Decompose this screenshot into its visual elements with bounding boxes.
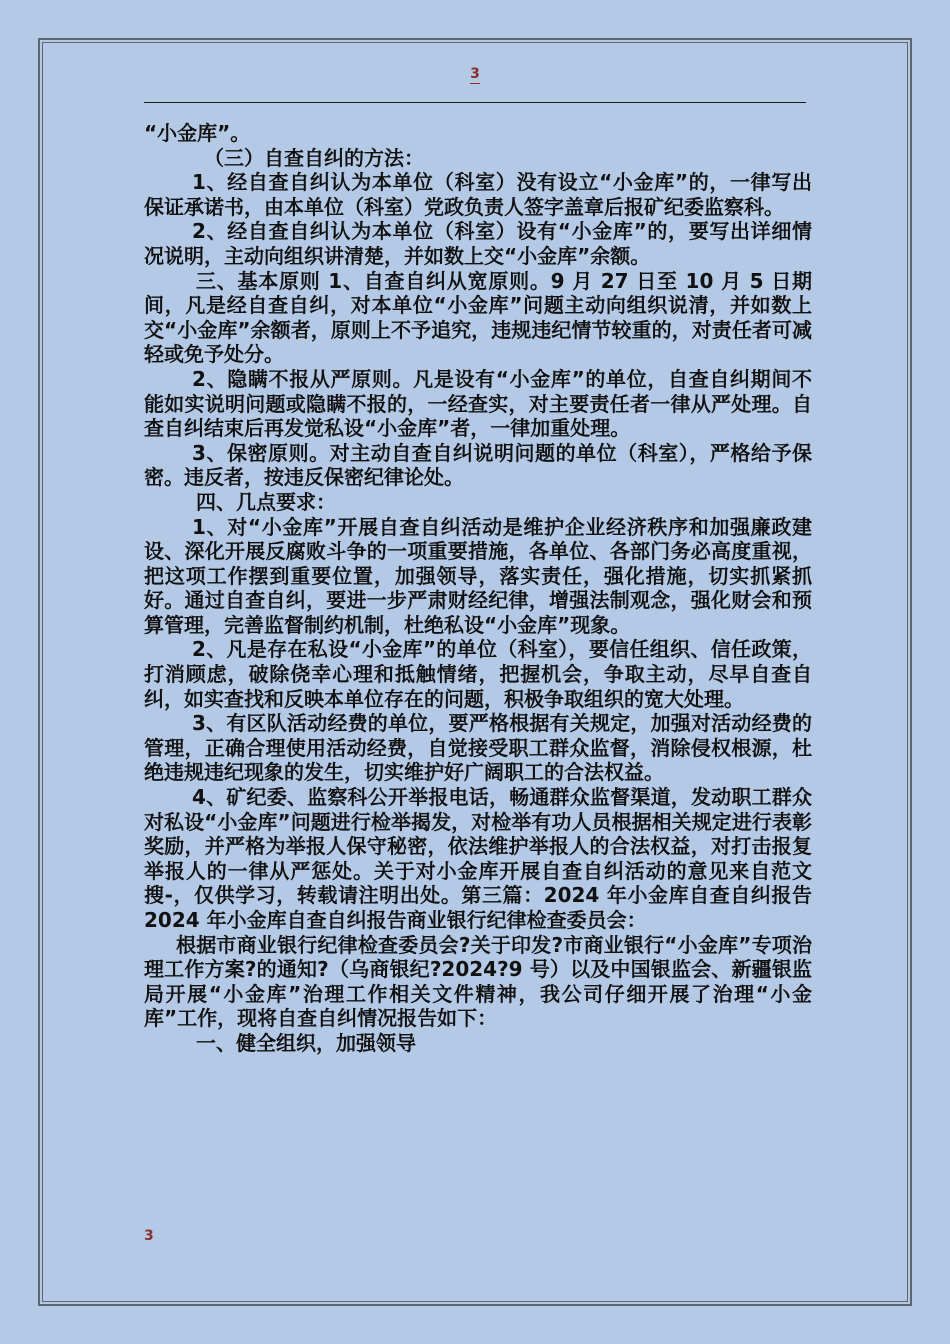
paragraph: 1、经自查自纠认为本单位（科室）没有设立“小金库”的，一律写出保证承诺书，由本单位（科室）党政负责人签字盖章后报矿纪委监察科。 [144,170,812,219]
header-page-number: 3 [470,66,480,82]
paragraph: 3、有区队活动经费的单位，要严格根据有关规定，加强对活动经费的管理，正确合理使用活动经费，自觉接受职工群众监督，消除侵权根源，杜绝违规违纪现象的发生，切实维护好广阔职工的合法权益。 [144,711,812,785]
paragraph: 一、健全组织，加强领导 [196,1030,416,1055]
paragraph: 2、隐瞒不报从严原则。凡是设有“小金库”的单位，自查自纠期间不能如实说明问题或隐瞒不报的，一经查实，对主要责任者一律从严处理。自查自纠结束后再发觉私设“小金库”者，一律加重处理。 [144,366,812,441]
header-rule [144,102,806,103]
paragraph: 2、凡是存在私设“小金库”的单位（科室），要信任组织、信任政策，打消顾虑，破除侥幸心理和抵触情绪，把握机会，争取主动，尽早自查自纠，如实查找和反映本单位存在的问题，积极争取组织的宽大处理。 [144,637,812,711]
paragraph: “小金库”。 [144,121,251,145]
paragraph: 三、基本原则 1、自查自纠从宽原则。9 月 27 日至 10 月 5 日期间，凡是经自查自纠，对本单位“小金库”问题主动向组织说清，并如数上交“小金库”余额者，原则上不予追究，违规违纪情节较重的，对责任者可减轻或免予处分。 [144,268,812,367]
document-body [144,121,812,1056]
paragraph: 根据市商业银行纪律检查委员会?关于印发?市商业银行“小金库”专项治理工作方案?的通知?（乌商银纪?2024?9 号）以及中国银监会、新疆银监局开展“小金库”治理工作相关文件精神，我公司仔细开展了治理“小金库”工作，现将自查自纠情况报告如下： [144,932,812,1031]
footer-page-number: 3 [144,1228,154,1244]
paragraph: 1、对“小金库”开展自查自纠活动是维护企业经济秩序和加强廉政建设、深化开展反腐败斗争的一项重要措施，各单位、各部门务必高度重视，把这项工作摆到重要位置，加强领导，落实责任，强化措施，切实抓紧抓好。通过自查自纠，要进一步严肃财经纪律，增强法制观念，强化财会和预算管理，完善监督制约机制，杜绝私设“小金库”现象。 [144,514,812,637]
paragraph: 2、经自查自纠认为本单位（科室）设有“小金库”的，要写出详细情况说明，主动向组织讲清楚，并如数上交“小金库”余额。 [144,219,812,268]
paragraph: 3、保密原则。对主动自查自纠说明问题的单位（科室），严格给予保密。违反者，按违反保密纪律论处。 [144,440,812,490]
paragraph: 四、几点要求： [196,489,336,514]
paragraph: （三）自查自纠的方法： [204,145,424,170]
paragraph: 4、矿纪委、监察科公开举报电话，畅通群众监督渠道，发动职工群众对私设“小金库”问题进行检举揭发，对检举有功人员根据相关规定进行表彰奖励，并严格为举报人保守秘密，依法维护举报人的合法权益，对打击报复举报人的一律从严惩处。关于对小金库开展自查自纠活动的意见来自范文搜-，仅供学习，转载请注明出处。第三篇：2024 年小金库自查自纠报告 2024 年小金库自查自纠报告商业银行纪律检查委员会： [144,785,812,932]
